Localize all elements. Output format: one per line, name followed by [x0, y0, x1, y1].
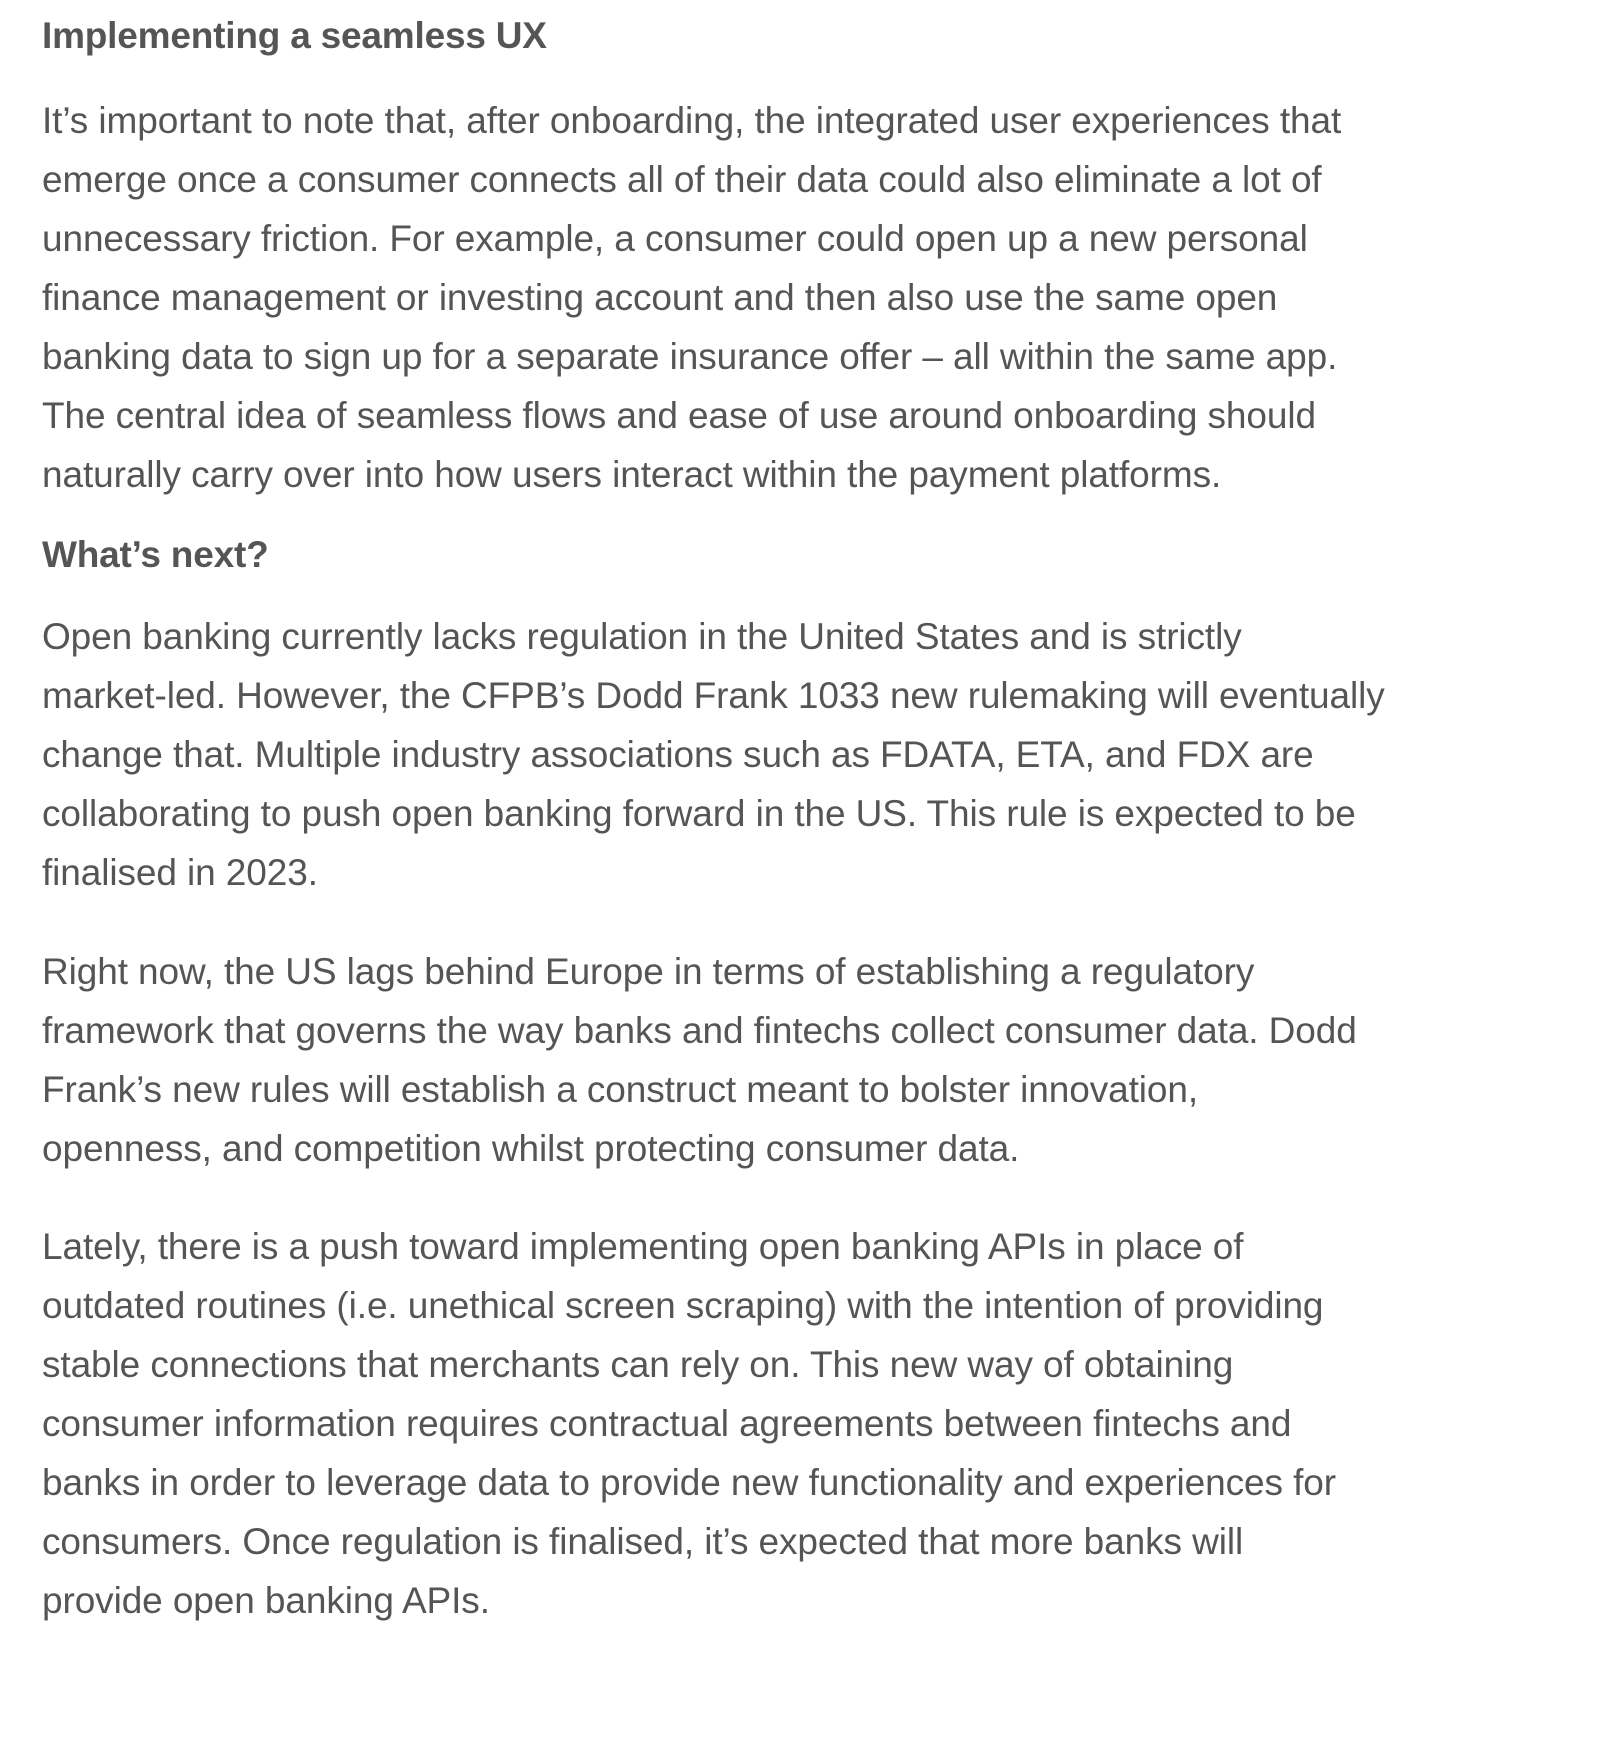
- text-line: Right now, the US lags behind Europe in terms of establishing a regulatory: [42, 951, 1255, 992]
- text-line: consumer information requires contractual agreements between fintechs and: [42, 1403, 1292, 1444]
- section-heading-seamless-ux: Implementing a seamless UX: [42, 15, 547, 56]
- text-line: finance management or investing account and then also use the same open: [42, 277, 1278, 318]
- text-line: framework that governs the way banks and fintechs collect consumer data. Dodd: [42, 1010, 1357, 1051]
- paragraph-seamless-ux: [42, 91, 1472, 504]
- text-line: Lately, there is a push toward implementing open banking APIs in place of: [42, 1226, 1244, 1267]
- text-line: It’s important to note that, after onboarding, the integrated user experiences that: [42, 100, 1342, 141]
- text-line: Open banking currently lacks regulation in the United States and is strictly: [42, 616, 1242, 657]
- text-line: The central idea of seamless flows and ease of use around onboarding should: [42, 395, 1316, 436]
- text-line: stable connections that merchants can rely on. This new way of obtaining: [42, 1344, 1234, 1385]
- text-line: collaborating to push open banking forward in the US. This rule is expected to be: [42, 793, 1356, 834]
- paragraph-open-banking-apis: [42, 1217, 1472, 1630]
- text-line: outdated routines (i.e. unethical screen scraping) with the intention of providing: [42, 1285, 1324, 1326]
- paragraph-regulation: [42, 607, 1472, 902]
- text-line: banking data to sign up for a separate insurance offer – all within the same app.: [42, 336, 1338, 377]
- text-line: change that. Multiple industry associations such as FDATA, ETA, and FDX are: [42, 734, 1314, 775]
- section-heading-whats-next: What’s next?: [42, 534, 269, 575]
- text-line: openness, and competition whilst protecting consumer data.: [42, 1128, 1020, 1169]
- text-line: Frank’s new rules will establish a construct meant to bolster innovation,: [42, 1069, 1199, 1110]
- text-line: banks in order to leverage data to provide new functionality and experiences for: [42, 1462, 1336, 1503]
- paragraph-us-vs-europe: [42, 942, 1472, 1178]
- text-line: emerge once a consumer connects all of their data could also eliminate a lot of: [42, 159, 1322, 200]
- text-line: unnecessary friction. For example, a consumer could open up a new personal: [42, 218, 1308, 259]
- text-line: market-led. However, the CFPB’s Dodd Frank 1033 new rulemaking will eventually: [42, 675, 1385, 716]
- article-body: [42, 0, 1472, 1630]
- text-line: finalised in 2023.: [42, 852, 318, 893]
- text-line: provide open banking APIs.: [42, 1580, 490, 1621]
- text-line: naturally carry over into how users interact within the payment platforms.: [42, 454, 1222, 495]
- text-line: consumers. Once regulation is finalised, it’s expected that more banks will: [42, 1521, 1244, 1562]
